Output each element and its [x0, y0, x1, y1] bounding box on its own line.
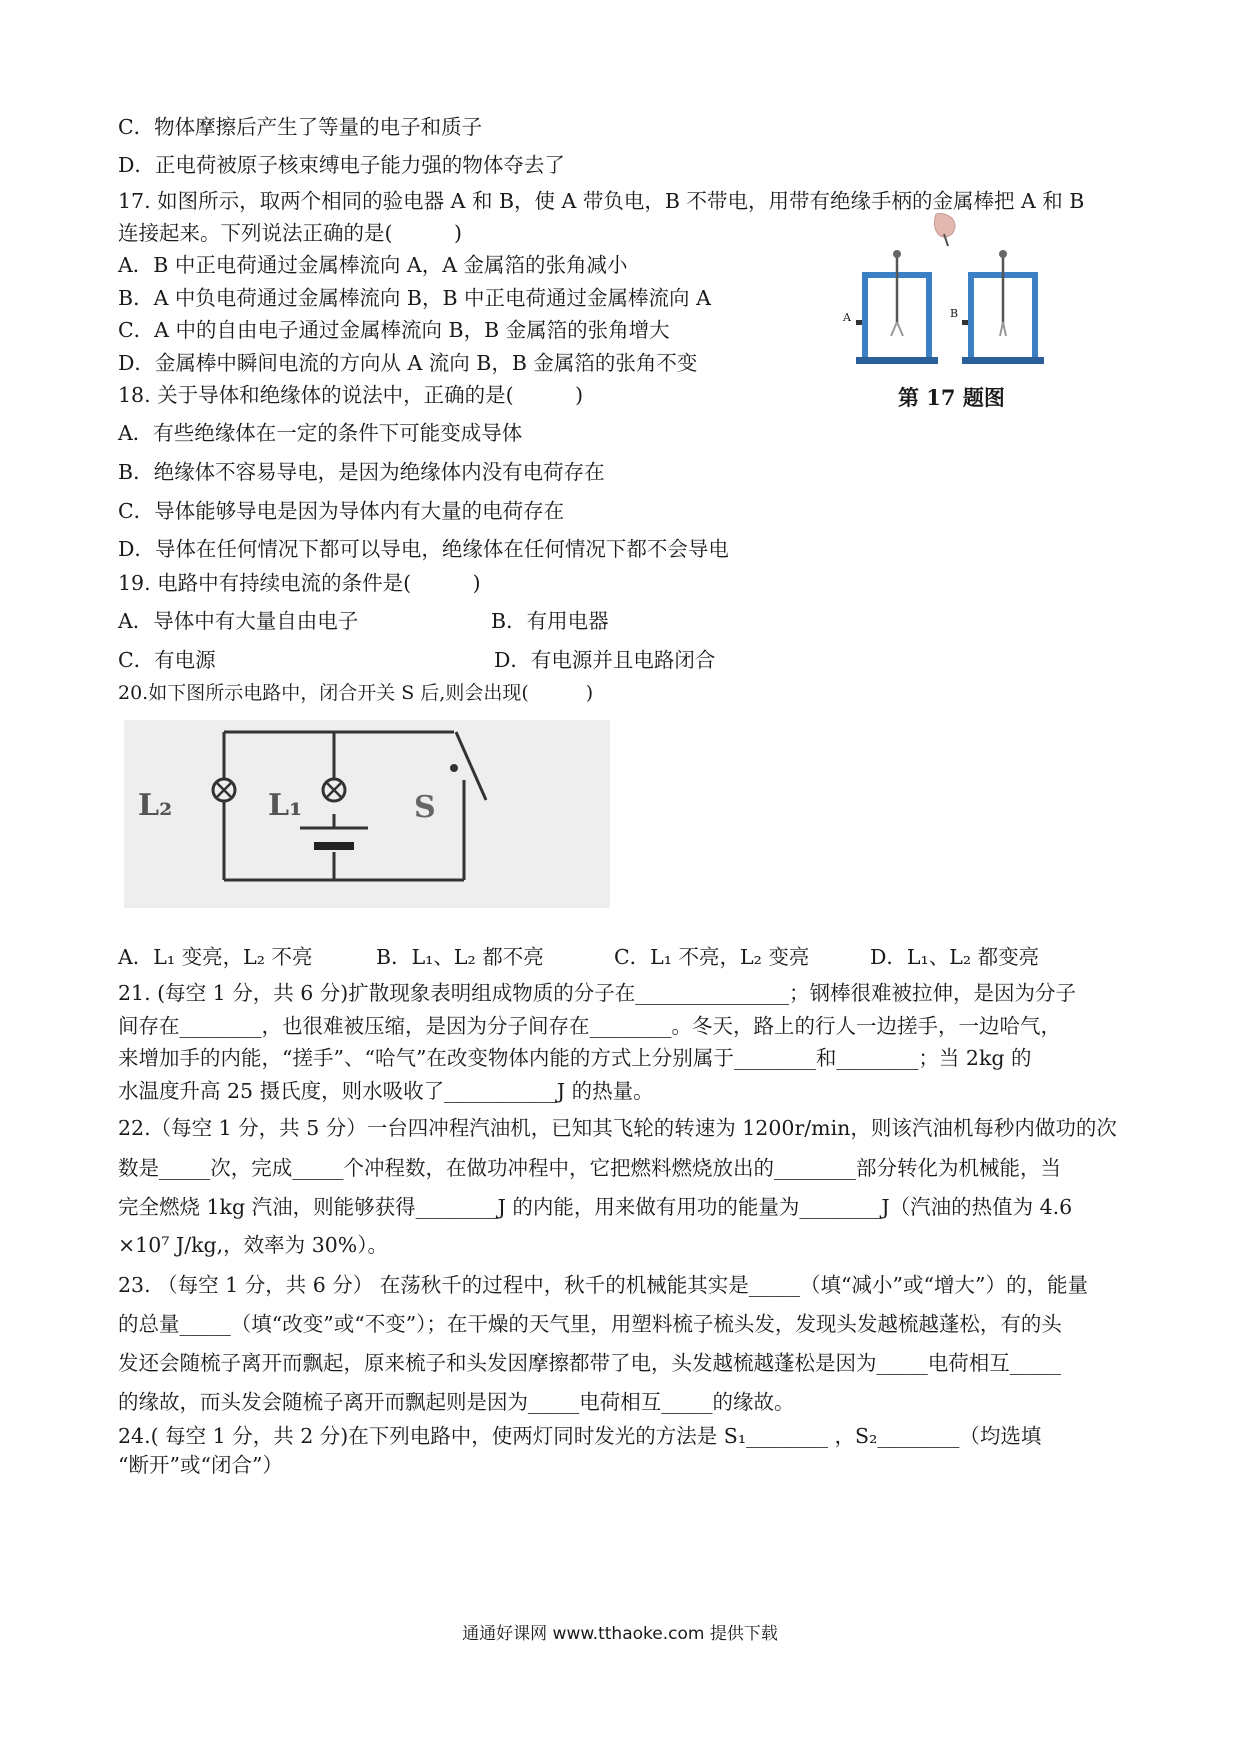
page-footer[interactable]: 通通好课网 www.tthaoke.com 提供下载	[462, 1624, 778, 1644]
electroscope-label-b: B	[950, 307, 959, 320]
q20-stem: 20.如下图所示电路中，闭合开关 S 后,则会出现( )	[118, 682, 594, 704]
q19-option-b: B．有用电器	[491, 609, 609, 633]
q17-stem-line2: 连接起来。下列说法正确的是( )	[118, 221, 462, 245]
q17-option-d: D．金属棒中瞬间电流的方向从 A 流向 B，B 金属箔的张角不变	[118, 351, 698, 375]
q17-option-c: C．A 中的自由电子通过金属棒流向 B，B 金属箔的张角增大	[118, 318, 670, 342]
q19-option-c: C．有电源	[118, 648, 216, 672]
q23-line4: 的缘故，而头发会随梳子离开而飘起则是因为_____电荷相互_____的缘故。	[118, 1390, 795, 1414]
q17-stem-line1: 17. 如图所示，取两个相同的验电器 A 和 B，使 A 带负电，B 不带电，用带有绝缘手柄的金属棒把 A 和 B	[118, 189, 1085, 213]
q22-line2: 数是_____次，完成_____个冲程数，在做功冲程中，它把燃料燃烧放出的________部分转化为机械能，当	[118, 1156, 1061, 1180]
q17-option-b: B．A 中负电荷通过金属棒流向 B，B 中正电荷通过金属棒流向 A	[118, 286, 711, 310]
q23-line3: 发还会随梳子离开而飘起，原来梳子和头发因摩擦都带了电，头发越梳越蓬松是因为_____电荷相互_____	[118, 1351, 1061, 1375]
q16-option-c: C．物体摩擦后产生了等量的电子和质子	[118, 115, 483, 139]
q18-stem: 18. 关于导体和绝缘体的说法中，正确的是( )	[118, 383, 584, 407]
q20-option-d: D．L₁、L₂ 都变亮	[870, 945, 1040, 969]
q22-line3: 完全燃烧 1kg 汽油，则能够获得________J 的内能，用来做有用功的能量为________J（汽油的热值为 4.6	[118, 1195, 1073, 1219]
q21-line3: 来增加手的内能，“搓手”、“哈气”在改变物体内能的方式上分别属于________和________；当 2kg 的	[118, 1046, 1032, 1070]
q18-option-c: C．导体能够导电是因为导体内有大量的电荷存在	[118, 499, 565, 523]
q20-option-b: B．L₁、L₂ 都不亮	[376, 945, 544, 969]
q17-option-a: A．B 中正电荷通过金属棒流向 A，A 金属箔的张角减小	[118, 253, 628, 277]
q18-option-a: A．有些绝缘体在一定的条件下可能变成导体	[118, 421, 523, 445]
circuit-label-s: S	[414, 790, 436, 825]
q24-line2: “断开”或“闭合”）	[118, 1453, 283, 1477]
q21-line2: 间存在________，也很难被压缩，是因为分子间存在________。冬天，路上的行人一边搓手，一边哈气，	[118, 1014, 1061, 1038]
q22-line1: 22.（每空 1 分，共 5 分）一台四冲程汽油机，已知其飞轮的转速为 1200r/min，则该汽油机每秒内做功的次	[118, 1116, 1117, 1140]
q16-option-d: D．正电荷被原子核束缚电子能力强的物体夺去了	[118, 153, 565, 177]
q18-option-b: B．绝缘体不容易导电，是因为绝缘体内没有电荷存在	[118, 460, 605, 484]
q19-stem: 19. 电路中有持续电流的条件是( )	[118, 571, 481, 595]
q20-option-c: C．L₁ 不亮，L₂ 变亮	[614, 945, 810, 969]
q20-option-a: A．L₁ 变亮，L₂ 不亮	[118, 945, 313, 969]
circuit-label-l1: L₁	[268, 788, 303, 823]
q19-option-a: A．导体中有大量自由电子	[118, 609, 359, 633]
q18-option-d: D．导体在任何情况下都可以导电，绝缘体在任何情况下都不会导电	[118, 537, 729, 561]
q23-line1: 23. （每空 1 分，共 6 分） 在荡秋千的过程中，秋千的机械能其实是_____（填“减小”或“增大”）的，能量	[118, 1273, 1088, 1297]
q23-line2: 的总量_____（填“改变”或“不变”）；在干燥的天气里，用塑料梳子梳头发，发现头发越梳越蓬松，有的头	[118, 1312, 1062, 1336]
electroscope-figure	[840, 212, 1060, 372]
q24-line1: 24.( 每空 1 分，共 2 分)在下列电路中，使两灯同时发光的方法是 S₁________ ，S₂________（均选填	[118, 1424, 1042, 1448]
q21-line1: 21. (每空 1 分，共 6 分)扩散现象表明组成物质的分子在_______________；钢棒很难被拉伸，是因为分子	[118, 981, 1077, 1005]
circuit-diagram	[124, 720, 610, 908]
q19-option-d: D．有电源并且电路闭合	[494, 648, 716, 672]
q21-line4: 水温度升高 25 摄氏度，则水吸收了___________J 的热量。	[118, 1079, 654, 1103]
q17-figure-caption: 第 17 题图	[898, 385, 1005, 410]
electroscope-label-a: A	[843, 311, 851, 324]
circuit-label-l2: L₂	[138, 788, 173, 823]
q22-line4: ×10⁷ J/kg,，效率为 30%）。	[118, 1233, 389, 1257]
